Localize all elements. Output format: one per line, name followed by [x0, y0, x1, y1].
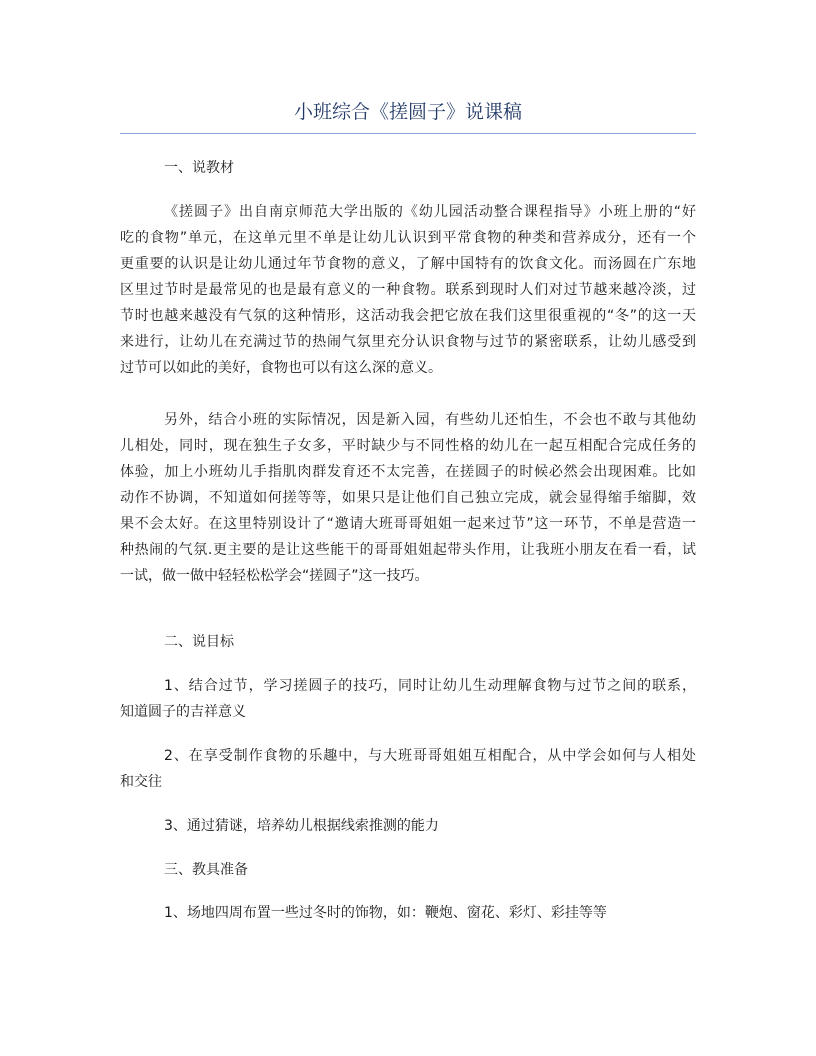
materials-item-line: 1、场地四周布置一些过冬时的饰物，如：鞭炮、窗花、彩灯、彩挂等等 — [164, 905, 607, 921]
paragraph-line: 一试，做一做中轻轻松松学会“搓圆子”这一技巧。 — [120, 568, 429, 584]
section-heading-goals: 二、说目标 — [164, 634, 234, 650]
goal-item-line: 1、结合过节，学习搓圆子的技巧，同时让幼儿生动理解食物与过节之间的联系， — [164, 678, 696, 694]
title-underline — [120, 133, 696, 134]
paragraph-line: 种热闹的气氛.更主要的是让这些能干的哥哥姐姐起带头作用，让我班小朋友在看一看，试 — [120, 542, 696, 558]
paragraph-line: 果不会太好。在这里特别设计了“邀请大班哥哥姐姐一起来过节”这一环节，不单是营造一 — [120, 516, 696, 532]
section-heading-teaching-material: 一、说教材 — [164, 160, 234, 176]
document-title: 小班综合《搓圆子》说课稿 — [293, 101, 522, 123]
paragraph-line: 更重要的认识是让幼儿通过年节食物的意义，了解中国特有的饮食文化。而汤圆在广东地 — [120, 256, 696, 272]
paragraph-line: 来进行，让幼儿在充满过节的热闹气氛里充分认识食物与过节的紧密联系，让幼儿感受到 — [120, 334, 696, 350]
paragraph-line: 节时也越来越没有气氛的这种情形，这活动我会把它放在我们这里很重视的“冬”的这一天 — [120, 308, 696, 324]
paragraph-line: 动作不协调，不知道如何搓等等，如果只是让他们自己独立完成，就会显得缩手缩脚，效 — [120, 490, 696, 506]
goal-item-line: 和交往 — [120, 774, 162, 790]
paragraph-line: 《搓圆子》出自南京师范大学出版的《幼儿园活动整合课程指导》小班上册的“好 — [164, 204, 696, 220]
paragraph-line: 儿相处，同时，现在独生子女多，平时缺少与不同性格的幼儿在一起互相配合完成任务的 — [120, 438, 696, 454]
section-heading-materials: 三、教具准备 — [164, 862, 248, 878]
paragraph-line: 体验，加上小班幼儿手指肌肉群发育还不太完善，在搓圆子的时候必然会出现困难。比如 — [120, 464, 696, 480]
goal-item-line: 2、在享受制作食物的乐趣中，与大班哥哥姐姐互相配合，从中学会如何与人相处 — [164, 748, 696, 764]
goal-item-line: 3、通过猜谜，培养幼儿根据线索推测的能力 — [164, 818, 439, 834]
paragraph-line: 过节可以如此的美好，食物也可以有这么深的意义。 — [120, 360, 442, 376]
paragraph-line: 另外，结合小班的实际情况，因是新入园，有些幼儿还怕生，不会也不敢与其他幼 — [164, 412, 696, 428]
goal-item-line: 知道圆子的吉祥意义 — [120, 704, 246, 720]
paragraph-line: 区里过节时是最常见的也是最有意义的一种食物。联系到现时人们对过节越来越冷淡，过 — [120, 282, 696, 298]
paragraph-line: 吃的食物”单元，在这单元里不单是让幼儿认识到平常食物的种类和营养成分，还有一个 — [120, 230, 696, 246]
